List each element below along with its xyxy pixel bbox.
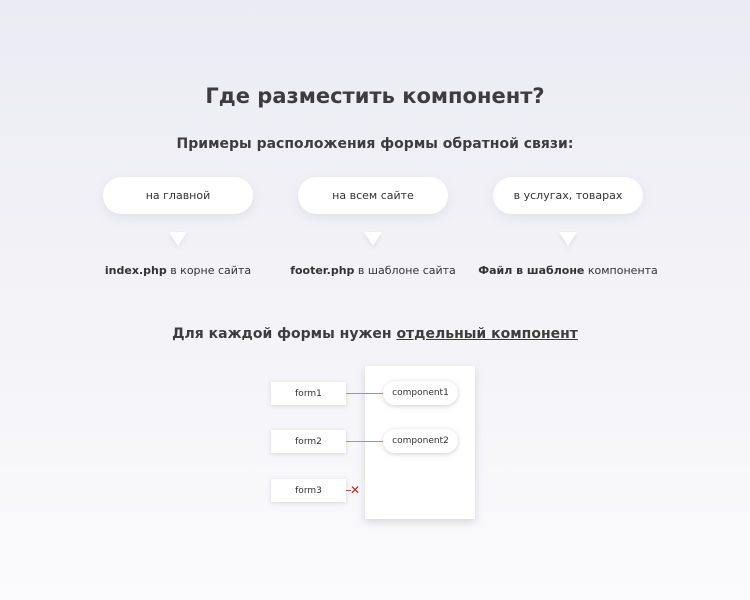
cross-icon: ✕	[349, 483, 361, 497]
location-file: index.php	[104, 264, 167, 277]
form-box-2: form2	[271, 430, 346, 453]
location-note: компонента	[584, 264, 658, 277]
page-title: Где разместить компонент?	[205, 84, 545, 108]
connector-line-2	[346, 441, 384, 442]
component-heading	[0, 326, 750, 342]
examples-subtitle: Примеры расположения формы обратной связи:	[176, 136, 574, 152]
location-note: в корне сайта	[166, 264, 252, 277]
example-pill-services: в услугах, товарах	[493, 177, 643, 214]
down-arrow-icon	[169, 232, 187, 246]
example-location-site	[263, 264, 483, 277]
down-arrow-icon	[364, 232, 382, 246]
connector-line-1	[346, 393, 384, 394]
location-file: Файл в шаблоне	[478, 264, 585, 277]
example-pill-site: на всем сайте	[298, 177, 448, 214]
component-box-2: component2	[383, 429, 458, 453]
component-box-1: component1	[383, 381, 458, 405]
component-heading-lead: Для каждой формы нужен	[172, 326, 397, 342]
example-location-services	[458, 264, 678, 277]
example-pill-home: на главной	[103, 177, 253, 214]
location-note: в шаблоне сайта	[354, 264, 456, 277]
component-heading-underlined: отдельный компонент	[396, 326, 578, 342]
form-box-3: form3	[271, 479, 346, 502]
down-arrow-icon	[559, 232, 577, 246]
location-file: footer.php	[290, 264, 355, 277]
example-location-home	[68, 264, 288, 277]
form-box-1: form1	[271, 382, 346, 405]
